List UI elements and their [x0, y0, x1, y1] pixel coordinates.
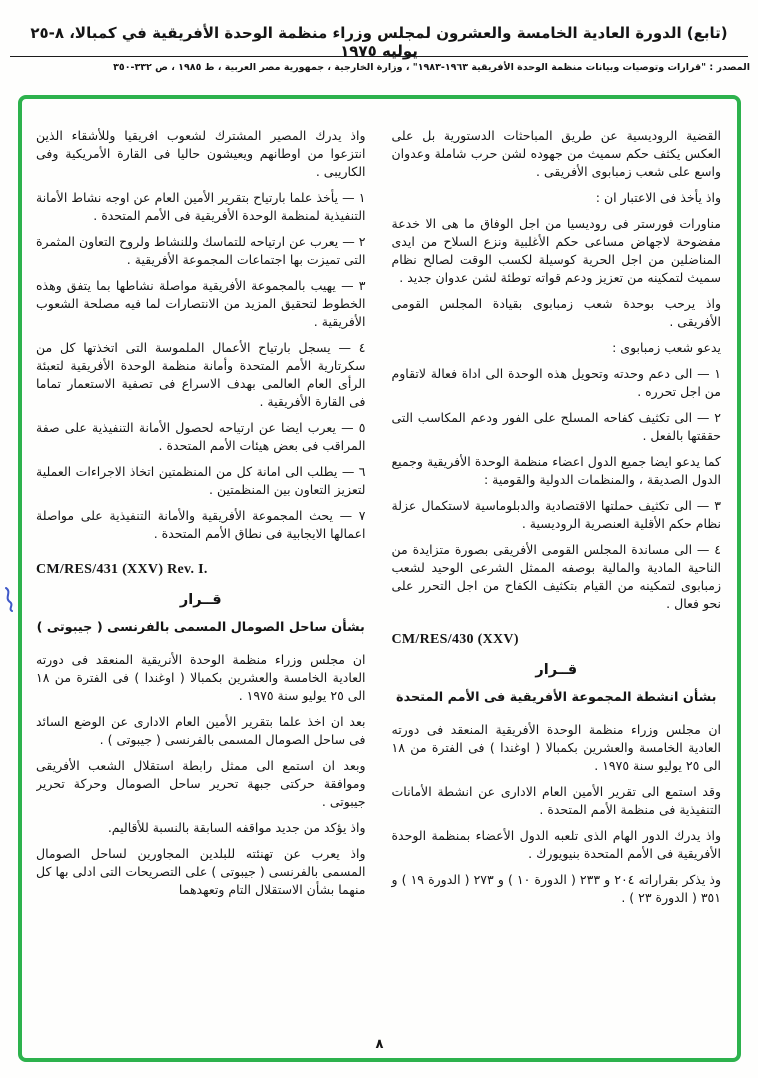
paragraph: يدعو شعب زمبابوى :: [612, 340, 721, 355]
paragraph: واذ يدرك الدور الهام الذى تلعبه الدول الأعضاء بمنظمة الوحدة الأفريقية فى الأمم المتحدة بنيويورك .: [391, 828, 721, 861]
paragraph: ٤ — يسجل بارتياح الأعمال الملموسة التى اتخذتها كل من سكرتارية الأمم المتحدة وأمانة منظمة الوحدة الأفريقية لتعبئة الرأى العام العالمى بهدف الاسراع فى تصفية الاستعمار تماما فى القارة الأفريقية .: [36, 340, 366, 409]
header-title: (تابع) الدورة العادية الخامسة والعشرون لمجلس وزراء منظمة الوحدة الأفريقية في كمبالا، ٨-٢٥ يوليه ١٩٧٥: [30, 24, 728, 60]
paragraph: واذ يدرك المصير المشترك لشعوب افريقيا وللأشقاء الذين انتزعوا من اوطانهم ويعيشون حاليا فى القارة الأمريكية وفى الكاريبى .: [36, 128, 366, 179]
paragraph: مناورات فورستر فى روديسيا من اجل الوفاق ما هى الا خدعة مفضوحة لاجهاض مساعى حكم الأغلبية ونزع السلاح من ايدى المناضلين من اجل الحرية كوسيلة لكسب الوقت لصالح نظام سميث لتمكينه من تعزيز ودعم قواته توطئة لشن عدوان جديد .: [391, 216, 721, 285]
source-line: المصدر : "قرارات وتوصيات وبيانات منظمة الوحدة الأفريقية ١٩٦٣-١٩٨٣" ، وزارة الخارجية ، جمهورية مصر العربية ، ط ١٩٨٥ ، ص ٣٣٢-٣٥٠: [113, 62, 750, 73]
resolution-subtitle: بشأن ساحل الصومال المسمى بالفرنسى ( جيبوتى ): [36, 620, 365, 635]
paragraph: واذ يؤكد من جديد مواقفه السابقة بالنسبة للأقاليم.: [107, 820, 366, 835]
paragraph: ١ — يأخذ علما بارتياح بتقرير الأمين العام عن اوجه نشاط الأمانة التنفيذية لمنظمة الوحدة الأفريقية فى الأمم المتحدة .: [36, 190, 366, 223]
paragraph: وقد استمع الى تقرير الأمين العام الادارى عن انشطة الأمانات التنفيذية فى منظمة الأمم المتحدة .: [391, 784, 721, 817]
paragraph: ان مجلس وزراء منظمة الوحدة الأفريقية المنعقد فى دورته العادية الخامسة والعشرين بكمبالا ( اوغندا ) فى الفترة من ١٨ الى ٢٥ يوليو سنة ١٩٧٥ .: [391, 722, 721, 773]
paragraph: واذ يأخذ فى الاعتبار ان :: [595, 190, 721, 205]
paragraph: ٧ — يحث المجموعة الأفريقية والأمانة التنفيذية على مواصلة اعمالها الايجابية فى نطاق الأمم المتحدة .: [36, 508, 366, 541]
column-left: [36, 127, 366, 1024]
paragraph: واذ يرحب بوحدة شعب زمبابوى بقيادة المجلس القومى الأفريقى .: [391, 296, 721, 329]
paragraph: ١ — الى دعم وحدته وتحويل هذه الوحدة الى اداة فعالة لاتقاوم من اجل تحرره .: [391, 366, 721, 399]
paragraph: بعد ان اخذ علما بتقرير الأمين العام الادارى عن الوضع السائد فى ساحل الصومال المسمى بالفرنسى ( جيبوتى ) .: [36, 714, 366, 747]
paragraph: ٥ — يعرب ايضا عن ارتياحه لحصول الأمانة التنفيذية على صفة المراقب فى بعض هيئات الأمم المتحدة .: [36, 420, 366, 453]
paragraph: ٤ — الى مساندة المجلس القومى الأفريقى بصورة متزايدة من الناحية المادية والمالية بوصفه الممثل الشرعى الوحيد لشعب زمبابوى لتمكينه من القيام بتكثيف الكفاح من اجل التحرر على نحو فعال .: [391, 542, 721, 611]
ink-mark: [2, 586, 18, 612]
resolution-title: قــرار: [179, 592, 222, 608]
paragraph: القضية الروديسية عن طريق المباحثات الدستورية بل على العكس يكثف حكم سميث من جهوده لشن حرب شاملة وعدوان واسع على شعب زمبابوى الأفريقى .: [391, 128, 721, 179]
paragraph: ٣ — يهيب بالمجموعة الأفريقية مواصلة نشاطها بما يتفق وهذه الخطوط لتحقيق المزيد من الانتصارات لما فيه مصلحة الشعوب الأفريقية .: [36, 278, 366, 329]
paragraph: كما يدعو ايضا جميع الدول اعضاء منظمة الوحدة الأفريقية وجميع الدول الصديقة ، والمنظمات الدولية والقومية :: [391, 454, 721, 487]
resolution-title: قــرار: [535, 662, 578, 678]
paragraph: وذ يذكر بقراراته ٢٠٤ و ٢٣٣ ( الدورة ١٠ ) و ٢٧٣ ( الدورة ١٩ ) و ٣٥١ ( الدورة ٢٣ ) .: [391, 872, 721, 905]
text-columns: [36, 127, 721, 1024]
paragraph: ٢ — الى تكثيف كفاحه المسلح على الفور ودعم المكاسب التى حققتها بالفعل .: [391, 410, 721, 443]
paragraph: ان مجلس وزراء منظمة الوحدة الأنريقية المنعقد فى دورته العادية الخامسة والعشرين بكمبالا ( اوغندا ) فى الفترة من ١٨ الى ٢٥ يوليو سنة ١٩٧٥ .: [36, 652, 366, 703]
resolution-subtitle: بشأن انشطة المجموعة الأفريقية فى الأمم المتحدة: [396, 690, 717, 705]
paragraph: ٣ — الى تكثيف حملتها الاقتصادية والدبلوماسية لاستكمال عزلة نظام حكم الأقلية العنصرية الروديسية .: [391, 498, 721, 531]
page-number: ٨: [375, 1037, 384, 1052]
document-frame: [18, 95, 741, 1062]
paragraph: ٢ — يعرب عن ارتياحه للتماسك وللنشاط ولروح التعاون المثمرة التى تميزت بها اجتماعات المجموعة الأفريقية .: [36, 234, 366, 267]
header-divider: [10, 56, 748, 57]
paragraph: وبعد ان استمع الى ممثل رابطة استقلال الشعب الأفريقى وموافقة حركتى جبهة تحرير ساحل الصومال وحركة تحرير جيبوتى .: [36, 758, 366, 809]
column-right: [392, 127, 722, 1024]
resolution-code: CM/RES/430 (XXV): [391, 632, 519, 647]
resolution-code: CM/RES/431 (XXV) Rev. I.: [36, 562, 208, 577]
paragraph: واذ يعرب عن تهنئته للبلدين المجاورين لساحل الصومال المسمى بالفرنسى ( جيبوتى ) على التصريحات التى ادلى بها كل منهما بشأن الاستقلال التام وتعهدهما: [36, 846, 366, 897]
paragraph: ٦ — يطلب الى امانة كل من المنظمتين اتخاذ الاجراءات العملية لتعزيز التعاون بين المنظمتين .: [36, 464, 366, 497]
